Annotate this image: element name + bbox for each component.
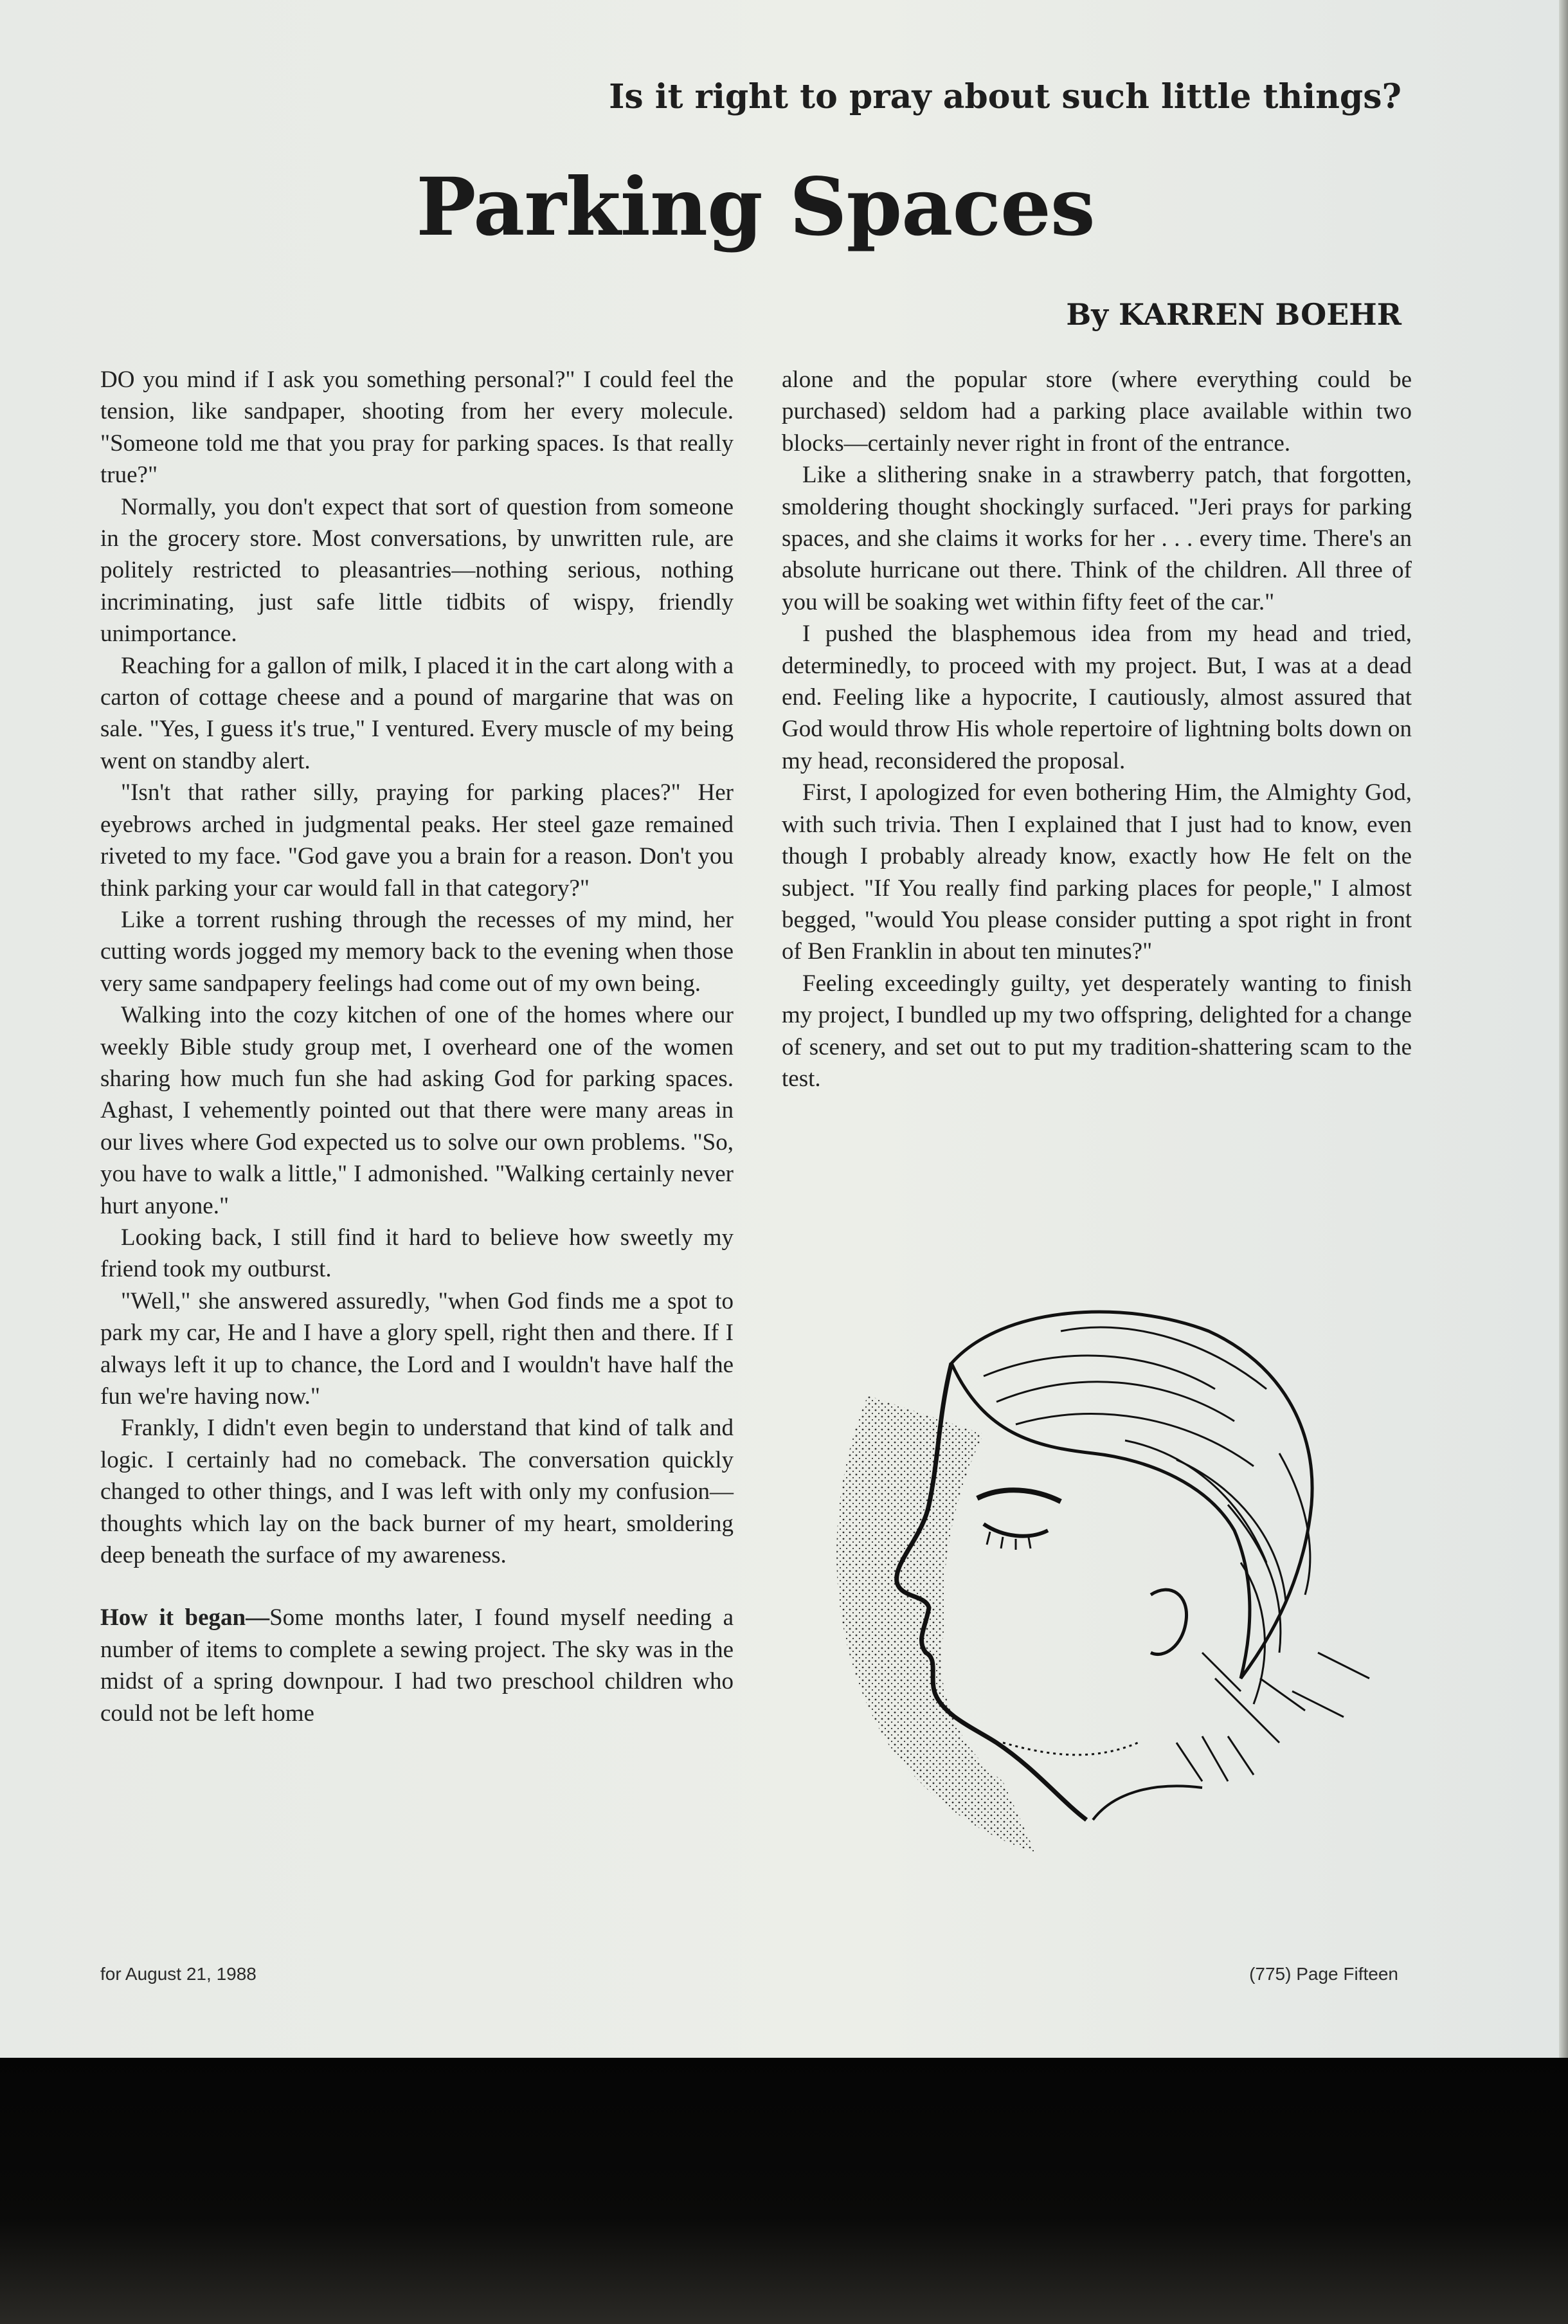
section-heading: How it began— — [100, 1604, 270, 1631]
article-kicker: Is it right to pray about such little things? — [609, 77, 1401, 116]
paragraph: Frankly, I didn't even begin to understand that kind of talk and logic. I certainly had no comeback. The conversation quickly changed to other things, and I was left with only my confusion—thoughts which lay on the back burner of my heart, smoldering deep beneath the surface of my awareness. — [100, 1415, 734, 1569]
paragraph: Like a torrent rushing through the recesses of my mind, her cutting words jogged my memory back to the evening when those very same sandpapery feelings had come out of my own being. — [100, 906, 734, 997]
right-column — [782, 364, 1412, 1094]
paragraph: alone and the popular store (where everything could be purchased) seldom had a parking place available within two blocks—certainly never right in front of the entrance. — [782, 367, 1412, 457]
paragraph: Reaching for a gallon of milk, I placed it in the cart along with a carton of cottage cheese and a pound of margarine that was on sale. "Yes, I guess it's true," I ventured. Every muscle of my being went on standby alert. — [100, 652, 734, 774]
paragraph: Feeling exceedingly guilty, yet desperately wanting to finish my project, I bundled up my two offspring, delighted for a change of scenery, and set out to put my tradition-shattering scam to the test. — [782, 970, 1412, 1092]
paragraph: Like a slithering snake in a strawberry patch, that forgotten, smoldering thought shockingly surfaced. "Jeri prays for parking spaces, and she claims it works for her . . . every time. There's an absolute hurricane out there. Think of the children. All three of you will be soaking wet within fifty feet of the car." — [782, 462, 1412, 615]
woman-profile-illustration — [791, 1293, 1427, 1871]
footer-page-number: (775) Page Fifteen — [1249, 1964, 1398, 1984]
article-byline: By KARREN BOEHR — [1066, 297, 1401, 332]
paragraph: DO you mind if I ask you something personal?" I could feel the tension, like sandpaper, shooting from her every molecule. "Someone told me that you pray for parking spaces. Is that really true?" — [100, 367, 734, 489]
paragraph: I pushed the blasphemous idea from my head and tried, determinedly, to proceed with my project. But, I was at a dead end. Feeling like a hypocrite, I cautiously, almost assured that God would throw His whole repertoire of lightning bolts down on my head, reconsidered the proposal. — [782, 621, 1412, 774]
paragraph: Looking back, I still find it hard to believe how sweetly my friend took my outburst. — [100, 1224, 734, 1283]
article-title: Parking Spaces — [416, 161, 1095, 254]
paragraph: "Isn't that rather silly, praying for parking places?" Her eyebrows arched in judgmental peaks. Her steel gaze remained riveted to my face. "God gave you a brain for a reason. Don't you think parking your car would fall in that category?" — [100, 779, 734, 902]
section-paragraph — [100, 1602, 734, 1729]
section-text: Some months later, I found myself needing a number of items to complete a sewing project. The sky was in the midst of a spring downpour. I had two preschool children who could not be left home — [100, 1604, 734, 1727]
paragraph: Normally, you don't expect that sort of question from someone in the grocery store. Most conversations, by unwritten rule, are politely restricted to pleasantries—nothing serious, nothing incriminating, just safe little tidbits of wispy, friendly unimportance. — [100, 493, 734, 648]
paragraph: Walking into the cozy kitchen of one of the homes where our weekly Bible study group met, I overheard one of the women sharing how much fun she had asking God for parking spaces. Aghast, I vehemently pointed out that there were many areas in our lives where God expected us to solve our own problems. "So, you have to walk a little," I admonished. "Walking certainly never hurt anyone." — [100, 1002, 734, 1219]
left-column — [100, 364, 734, 1729]
paragraph: First, I apologized for even bothering Him, the Almighty God, with such trivia. Then I explained that I just had to know, even though I probably already know, exactly how He felt on the subject. "If You really find parking places for people," I almost begged, "would You please consider putting a spot right in front of Ben Franklin in about ten minutes?" — [782, 779, 1412, 965]
scan-background — [0, 2058, 1568, 2324]
paragraph: "Well," she answered assuredly, "when God finds me a spot to park my car, He and I have a glory spell, right then and there. If I always left it up to chance, the Lord and I wouldn't have half the fun we're having now." — [100, 1287, 734, 1410]
footer-date: for August 21, 1988 — [100, 1964, 257, 1984]
